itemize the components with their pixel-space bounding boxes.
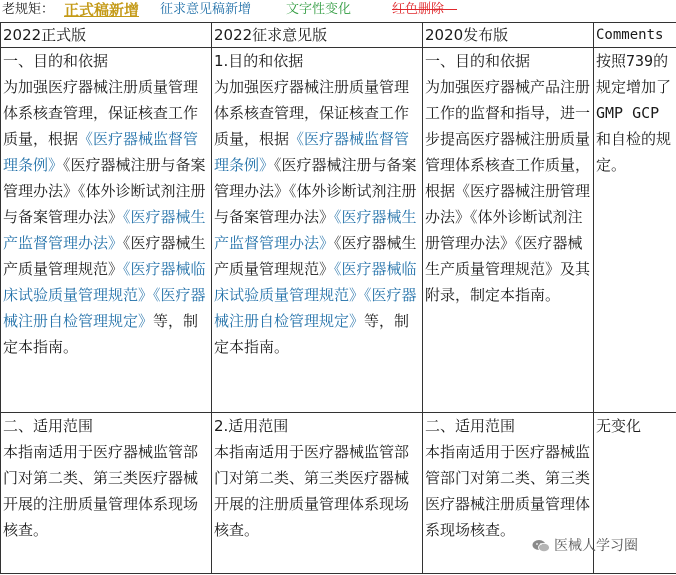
- cell-comment-scope: 无变化: [594, 413, 676, 574]
- legend-bar: [0, 0, 676, 22]
- cell-text: 《医疗器械注册与备案管理办法》《体外诊断试剂注册与备案管理办法》: [214, 156, 417, 226]
- cell-formal-scope: [1, 413, 212, 574]
- legend-deleted: 红色删除—: [392, 2, 458, 17]
- legend-label: 老规矩：: [2, 2, 55, 17]
- table-row: [1, 48, 676, 413]
- cell-comment-purpose: 按照739的规定增加了GMP GCP和自检的规定。: [594, 48, 676, 413]
- formal-added-text: 《医疗器械生产监督管理办法》: [3, 208, 206, 252]
- section-title: 一、目的和依据: [425, 52, 531, 70]
- header-row: [1, 23, 676, 48]
- header-2022-draft: 2022征求意见版: [212, 23, 423, 48]
- draft-added-text: 《医疗器械生产监督管理办法》: [214, 208, 417, 252]
- watermark: [532, 534, 662, 558]
- cell-text: 等，制定本指南。: [3, 312, 199, 356]
- draft-added-text: 《医疗器械监督管理条例》: [214, 130, 410, 174]
- cell-text: 《医疗器械注册与备案管理办法》《体外诊断试剂注册与备案管理办法》: [3, 156, 206, 226]
- legend-formal-added: 正式稿新增: [64, 1, 140, 19]
- cell-text: 等，制定本指南。: [214, 312, 410, 356]
- cell-draft-purpose: [212, 48, 423, 413]
- cell-formal-purpose: [1, 48, 212, 413]
- cell-text: 本指南适用于医疗器械监管部门对第二类、第三类医疗器械注册质量管理体系现场核查。: [425, 443, 591, 539]
- section-title: 2.适用范围: [214, 417, 289, 435]
- cell-2020-purpose: [423, 48, 594, 413]
- comparison-table: [0, 22, 676, 574]
- header-comments: Comments: [594, 23, 676, 48]
- section-title: 一、目的和依据: [3, 52, 109, 70]
- cell-text: 本指南适用于医疗器械监管部门对第二类、第三类医疗器械开展的注册质量管理体系现场核查。: [214, 443, 410, 539]
- cell-text: 为加强医疗器械注册质量管理体系核查管理，保证核查工作质量，根据: [214, 78, 410, 148]
- wechat-icon: [532, 539, 550, 553]
- header-2020: 2020发布版: [423, 23, 594, 48]
- cell-draft-scope: [212, 413, 423, 574]
- formal-added-text: 《医疗器械监督管理条例》: [3, 130, 199, 174]
- section-title: 二、适用范围: [3, 417, 94, 435]
- cell-text: 本指南适用于医疗器械监管部门对第二类、第三类医疗器械开展的注册质量管理体系现场核查。: [3, 443, 199, 539]
- cell-text: 为加强医疗器械产品注册工作的监督和指导，进一步提高医疗器械注册质量管理体系核查工作质量，根据《医疗器械注册管理办法》《体外诊断试剂注册管理办法》《医疗器械生产质量管理规范》及其附录，制定本指南。: [425, 78, 591, 304]
- draft-added-text: 《医疗器械临床试验质量管理规范》《医疗器械注册自检管理规定》: [214, 260, 417, 330]
- watermark-text: 医械人学习圈: [554, 538, 638, 554]
- cell-text: 为加强医疗器械注册质量管理体系核查管理，保证核查工作质量，根据: [3, 78, 199, 148]
- cell-text: 《医疗器械生产质量管理规范》: [214, 234, 417, 278]
- legend-text-change: 文字性变化: [286, 2, 352, 17]
- cell-text: 《医疗器械生产质量管理规范》: [3, 234, 206, 278]
- legend-draft-added: 征求意见稿新增: [160, 2, 252, 17]
- section-title: 1.目的和依据: [214, 52, 304, 70]
- header-2022-formal: 2022正式版: [1, 23, 212, 48]
- section-title: 二、适用范围: [425, 417, 516, 435]
- formal-added-text: 《医疗器械临床试验质量管理规范》《医疗器械注册自检管理规定》: [3, 260, 206, 330]
